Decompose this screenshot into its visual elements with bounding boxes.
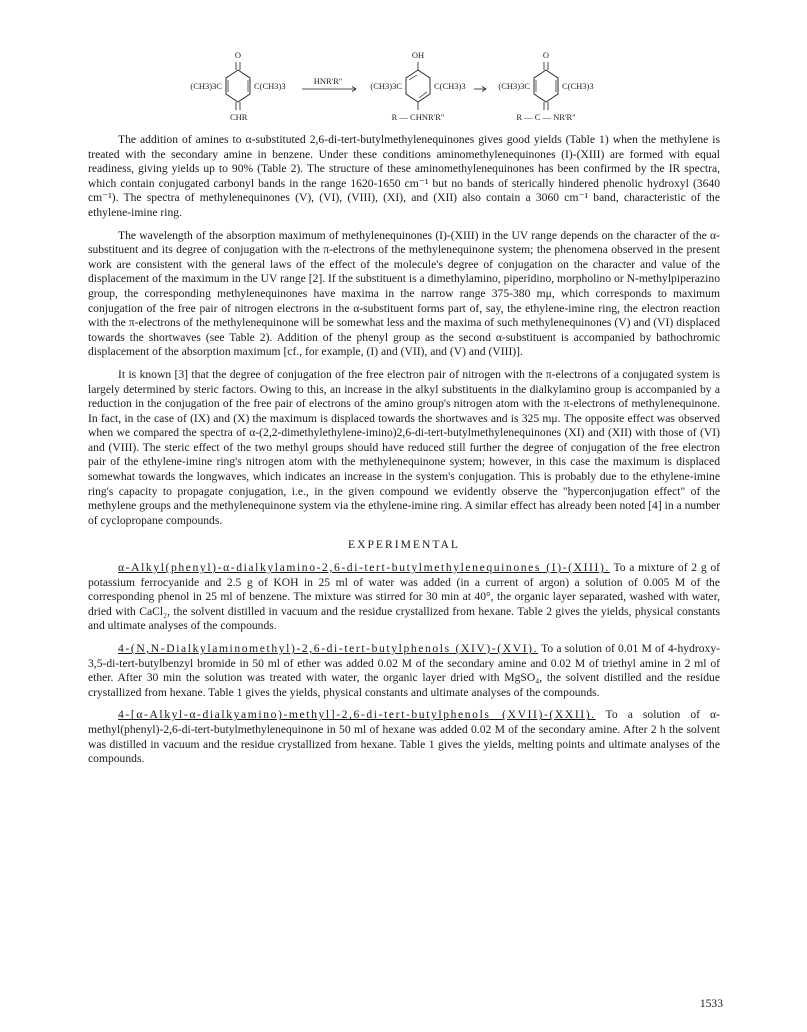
section-title: EXPERIMENTAL <box>348 538 460 552</box>
right-oxygen-label: O <box>542 50 550 60</box>
procedure-heading: α-Alkyl(phenyl)-α-dialkylamino-2,6-di-tert-butylmethylenequinones (I)-(XIII). <box>118 561 610 575</box>
experimental-paragraph <box>88 561 720 634</box>
reagent-label: HNR'R" <box>313 76 343 86</box>
methylenequinone-structure <box>190 50 285 122</box>
aminomethylenequinone-structure <box>498 50 593 122</box>
right-amine-label: R — C — NR'R" <box>516 112 576 122</box>
right-tbu-left: (CH3)3C <box>498 81 530 91</box>
mid-hydroxyl-label: OH <box>411 50 425 60</box>
left-tbu-left: (CH3)3C <box>190 81 222 91</box>
left-methylene-label: CHR <box>230 112 248 122</box>
procedure-text: To a mixture of 2 g of potassium ferrocyanide and 2.5 g of KOH in 25 ml of water was added (in a current of argon) a solution of 0.005 M of the corresponding phenol in 25 ml of benzene. The mixture was stirred for 30 min at 40°, the organic layer separated, washed with water, dried with CaCl₂, the solvent distilled in vacuum and the residue crystallized from hexane. Table 2 gives the yields, physical constants and ultimate analyses of the compounds. <box>88 561 720 633</box>
body-paragraph: The addition of amines to α-substituted 2,6-di-tert-butylmethylenequinones gives good yields (Table 1) when the methylene is treated with the secondary amine in benzene. Under these conditions aminomethylenequinones (I)-(XIII) are formed with equal readiness, giving yields up to 90% (Table 2). The structure of these aminomethylenequinones has been confirmed by the IR spectra, which contain conjugated carbonyl bands in the range 1620-1650 cm⁻¹ but no bands of sterically hindered phenolic hydroxyl (3640 cm⁻¹). The spectra of methylenequinones (V), (VI), (VIII), (XI), and (XII) also contain a 3060 cm⁻¹ band, characteristic of the ethylene-imine ring. <box>88 133 720 219</box>
right-tbu-right: C(CH3)3 <box>562 81 594 91</box>
mid-amine-label: R — CHNR'R" <box>391 112 445 122</box>
left-tbu-right: C(CH3)3 <box>254 81 286 91</box>
page-number: 1533 <box>699 997 723 1010</box>
mid-tbu-left: (CH3)3C <box>370 81 402 91</box>
experimental-paragraph <box>88 708 720 766</box>
body-paragraph: The wavelength of the absorption maximum of methylenequinones (I)-(XIII) in the UV range depends on the character of the α-substituent and its degree of conjugation with the π-electrons of the methylenequinone system; the phenomena observed in the present work are consistent with the general laws of the effect of the molecule's degree of conjugation on the character and value of the displacement of the maximum in the UV range [2]. If the substituent is a dimethylamino, piperidino, morpholino or N-methylpiperazino group, the corresponding methylenequinones have maxima in the narrow range 375-380 mμ, which corresponds to maximum conjugation of the free pair of nitrogen electrons in the α-substituent forms part of, say, the ethylene-imine ring, the electron reaction with the π-electrons of the methylenequinone will be somewhat less and the maxima of such methylenequinones (V) and (VI) displaced towards the shortwaves (see Table 2). Addition of the phenyl group as the second α-substituent is accompanied by bathochromic displacement of the absorption maximum [cf., for example, (I) and (VII), and (V) and (VIII)]. <box>88 228 720 359</box>
reaction-scheme-drawing <box>170 48 640 136</box>
mid-tbu-right: C(CH3)3 <box>434 81 466 91</box>
procedure-text: To a solution of 0.01 M of 4-hydroxy-3,5-di-tert-butylbenzyl bromide in 50 ml of ether was added 0.02 M of the secondary amine and 0.02 M of triethyl amine in 2 ml of ether. After 30 min the solution was treated with water, the organic layer dried with MgSO₄, the solvent distilled and the residue crystallized from hexane. Table 1 gives the yields, physical constants and ultimate analyses of the compounds. <box>88 642 720 699</box>
experimental-paragraph <box>88 642 720 700</box>
body-paragraph: It is known [3] that the degree of conjugation of the free electron pair of nitrogen with the π-electrons of a conjugated system is largely determined by steric factors. Owing to this, an increase in the alkyl substituents in the dialkylamino group is accompanied by a reduction in the conjugation of the free pair of electrons of the amino group's nitrogen atom with the π-electrons of methylenequinone. In fact, in the case of (IX) and (X) the maximum is displaced towards the shortwaves and is 325 mμ. The opposite effect was observed when we compared the spectra of α-(2,2-dimethylethylene-imino)2,6-di-tert-butylmethylenequinones (XI) and (XII) with those of (VI) and (VIII). The steric effect of the two methyl groups should have reduced still further the degree of conjugation of the free electron pair of the ethylene-imine ring's nitrogen atom with the methylenequinone system; however, in this case the maximum is displaced somewhat towards the longwaves, which indicates an increase in the system's conjugation. This is probably due to the ethylene-imine ring's capacity to propagate conjugation, i.e., in the given compound we evidently observe the "hyperconjugation effect" of the methylene groups and the methylenequinone system via the ethylene-imine ring. A similar effect has already been noted [4] in a number of cyclopropane compounds. <box>88 367 720 527</box>
procedure-heading: 4-(N,N-Dialkylaminomethyl)-2,6-di-tert-butylphenols (XIV)-(XVI). <box>118 642 539 655</box>
procedure-text: To a solution of α-methyl(phenyl)-2,6-di-tert-butylmethylenequinone in 50 ml of hexane was added 0.02 M of the secondary amine. After 2 h the solvent was distilled in vacuum and the residue crystallized from hexane. Table 1 gives the yields, melting points and ultimate analyses of the compounds. <box>88 708 720 766</box>
reaction-scheme <box>170 48 640 136</box>
aminomethylphenol-structure <box>370 50 465 122</box>
second-arrow <box>474 87 486 92</box>
left-oxygen-label: O <box>234 50 242 60</box>
procedure-heading: 4-[α-Alkyl-α-dialkyamino)-methyl]-2,6-di-tert-butylphenols (XVII)-(XXII). <box>118 708 596 722</box>
article-body <box>88 133 720 775</box>
reaction-arrow <box>302 76 356 92</box>
